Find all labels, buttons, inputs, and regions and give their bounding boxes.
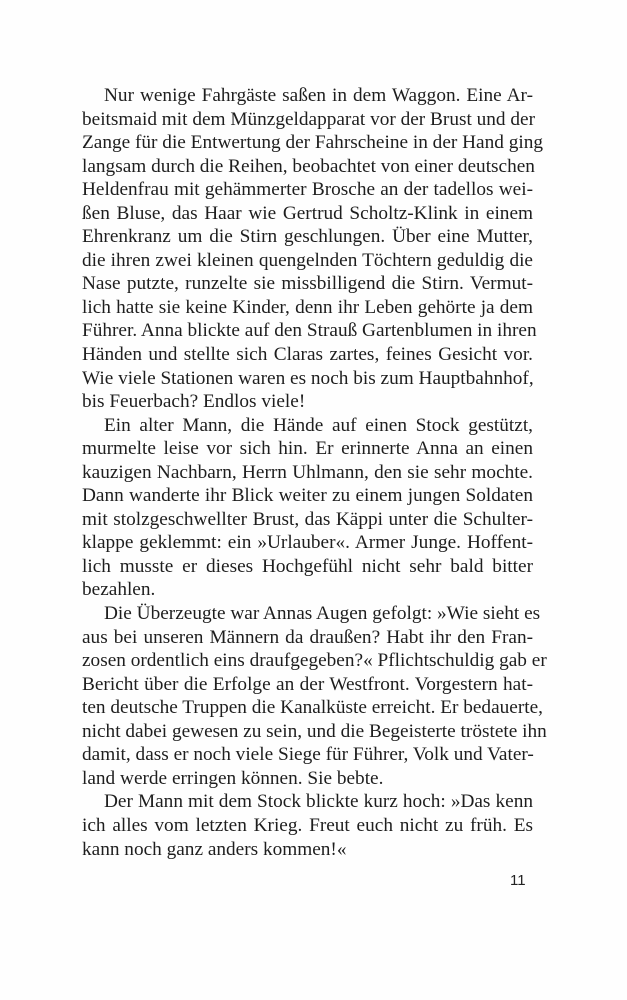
- text-line: klappe geklemmt: ein »Urlauber«. Armer Junge. Hoffent-: [82, 532, 533, 554]
- text-line: Ehrenkranz um die Stirn geschlungen. Über eine Mutter,: [82, 226, 533, 248]
- text-line: zosen ordentlich eins draufgegeben?« Pflichtschuldig gab er: [82, 650, 547, 672]
- text-line: nicht dabei gewesen zu sein, und die Begeisterte tröstete ihn: [82, 720, 547, 742]
- text-line: ten deutsche Truppen die Kanalküste erreicht. Er bedauerte,: [82, 697, 543, 719]
- paragraph: [82, 790, 533, 861]
- text-line: beitsmaid mit dem Münzgeldapparat vor der Brust und der: [82, 108, 535, 130]
- text-line: Zange für die Entwertung der Fahrscheine in der Hand ging: [82, 132, 543, 154]
- body-text: [82, 84, 547, 861]
- text-line: bezahlen.: [82, 579, 156, 601]
- text-line: Nur wenige Fahrgäste saßen in dem Waggon. Eine Ar-: [104, 85, 533, 106]
- text-line: kauzigen Nachbarn, Herrn Uhlmann, den sie sehr mochte.: [82, 461, 533, 483]
- text-line: lich hatte sie keine Kinder, denn ihr Leben gehörte ja dem: [82, 296, 533, 318]
- text-line: Der Mann mit dem Stock blickte kurz hoch: »Das kenn: [104, 791, 533, 813]
- text-line: damit, dass er noch viele Siege für Führer, Volk und Vater-: [82, 744, 534, 766]
- paragraph: [82, 84, 543, 414]
- text-line: aus bei unseren Männern da draußen? Habt ihr den Fran-: [82, 626, 533, 648]
- paragraph: [82, 414, 533, 602]
- text-line: lich musste er dieses Hochgefühl nicht sehr bald bitter: [82, 555, 533, 577]
- page-number: 11: [510, 872, 526, 889]
- text-line: Bericht über die Erfolge an der Westfront. Vorgestern hat-: [82, 673, 533, 695]
- text-line: Ein alter Mann, die Hände auf einen Stock gestützt,: [104, 414, 533, 436]
- text-line: mit stolzgeschwellter Brust, das Käppi unter die Schulter-: [82, 508, 533, 530]
- text-line: Nase putzte, runzelte sie missbilligend die Stirn. Vermut-: [82, 273, 533, 295]
- text-line: Händen und stellte sich Claras zartes, feines Gesicht vor.: [82, 344, 533, 366]
- paragraph: [82, 602, 547, 790]
- text-line: kann noch ganz anders kommen!«: [82, 838, 347, 860]
- text-line: ich alles vom letzten Krieg. Freut euch nicht zu früh. Es: [82, 814, 533, 836]
- text-line: Heldenfrau mit gehämmerter Brosche an der tadellos wei-: [82, 179, 533, 201]
- text-line: die ihren zwei kleinen quengelnden Töchtern geduldig die: [82, 249, 533, 271]
- text-line: ßen Bluse, das Haar wie Gertrud Scholtz-Klink in einem: [82, 202, 533, 224]
- text-line: Dann wanderte ihr Blick weiter zu einem jungen Soldaten: [82, 485, 533, 507]
- text-line: Die Überzeugte war Annas Augen gefolgt: »Wie sieht es: [104, 603, 541, 625]
- text-line: Wie viele Stationen waren es noch bis zum Hauptbahnhof,: [82, 367, 534, 389]
- text-line: murmelte leise vor sich hin. Er erinnerte Anna an einen: [82, 438, 533, 460]
- text-line: langsam durch die Reihen, beobachtet von einer deutschen: [82, 155, 535, 177]
- text-line: Führer. Anna blickte auf den Strauß Gartenblumen in ihren: [82, 320, 537, 342]
- text-line: land werde erringen können. Sie bebte.: [82, 767, 384, 789]
- text-line: bis Feuerbach? Endlos viele!: [82, 391, 306, 413]
